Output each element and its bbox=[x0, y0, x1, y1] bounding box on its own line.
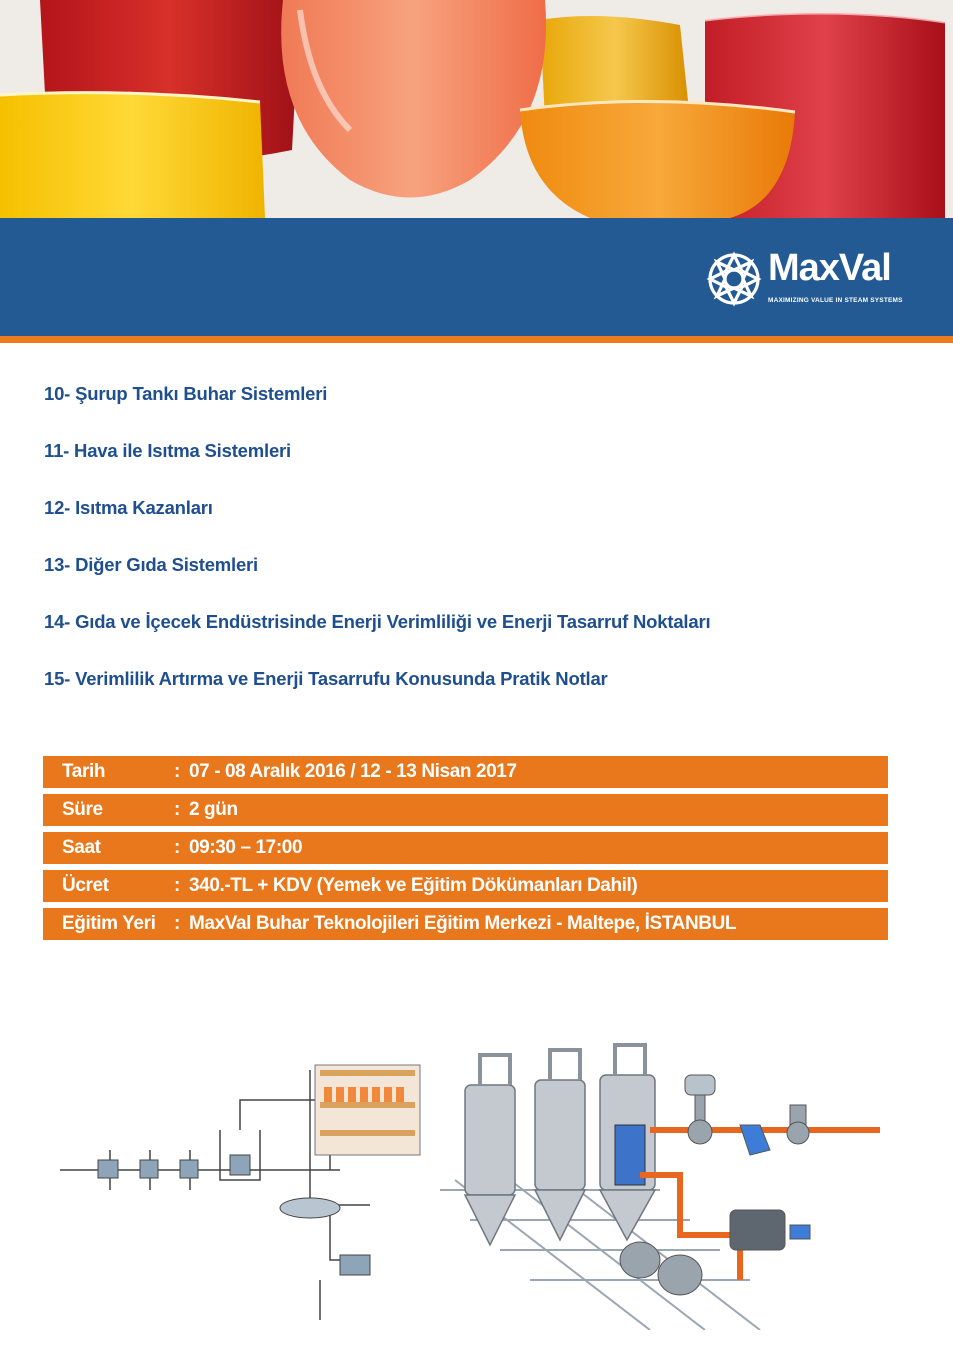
steam-system-diagram bbox=[40, 1030, 920, 1330]
topic-item: 14- Gıda ve İçecek Endüstrisinde Enerji Verimliliği ve Enerji Tasarruf Noktaları bbox=[44, 611, 711, 632]
info-value: 07 - 08 Aralık 2016 / 12 - 13 Nisan 2017 bbox=[189, 761, 517, 782]
info-separator: : bbox=[174, 799, 180, 820]
info-label: Süre bbox=[62, 799, 103, 820]
brand-name: MaxVal bbox=[768, 247, 891, 289]
topic-list bbox=[44, 382, 924, 724]
info-label: Tarih bbox=[62, 761, 106, 782]
info-value: 2 gün bbox=[189, 799, 238, 820]
info-label: Eğitim Yeri bbox=[62, 913, 156, 934]
info-row-date bbox=[43, 756, 888, 788]
maxval-globe-icon bbox=[706, 251, 762, 307]
hero-image bbox=[0, 0, 953, 218]
topic-item: 11- Hava ile Isıtma Sistemleri bbox=[44, 440, 291, 461]
brand-tagline: MAXIMIZING VALUE IN STEAM SYSTEMS bbox=[768, 297, 903, 304]
topic-item: 12- Isıtma Kazanları bbox=[44, 497, 213, 518]
steam-system-illustration bbox=[40, 1030, 920, 1330]
info-row-time bbox=[43, 832, 888, 864]
info-row-fee bbox=[43, 870, 888, 902]
info-value: MaxVal Buhar Teknolojileri Eğitim Merkezi - Maltepe, İSTANBUL bbox=[189, 913, 737, 934]
topic-item: 15- Verimlilik Artırma ve Enerji Tasarrufu Konusunda Pratik Notlar bbox=[44, 668, 608, 689]
topic-item: 10- Şurup Tankı Buhar Sistemleri bbox=[44, 383, 328, 404]
info-separator: : bbox=[174, 913, 180, 934]
header-accent-line bbox=[0, 336, 953, 343]
info-separator: : bbox=[174, 761, 180, 782]
info-value: 340.-TL + KDV (Yemek ve Eğitim Dökümanları Dahil) bbox=[189, 875, 638, 896]
info-separator: : bbox=[174, 875, 180, 896]
topic-item: 13- Diğer Gıda Sistemleri bbox=[44, 554, 259, 575]
maxval-logo bbox=[706, 247, 916, 311]
info-label: Ücret bbox=[62, 875, 109, 896]
juice-glasses-illustration bbox=[0, 0, 953, 218]
info-value: 09:30 – 17:00 bbox=[189, 837, 303, 858]
info-label: Saat bbox=[62, 837, 101, 858]
info-separator: : bbox=[174, 837, 180, 858]
course-info-table bbox=[43, 756, 888, 946]
info-row-duration bbox=[43, 794, 888, 826]
info-row-location bbox=[43, 908, 888, 940]
